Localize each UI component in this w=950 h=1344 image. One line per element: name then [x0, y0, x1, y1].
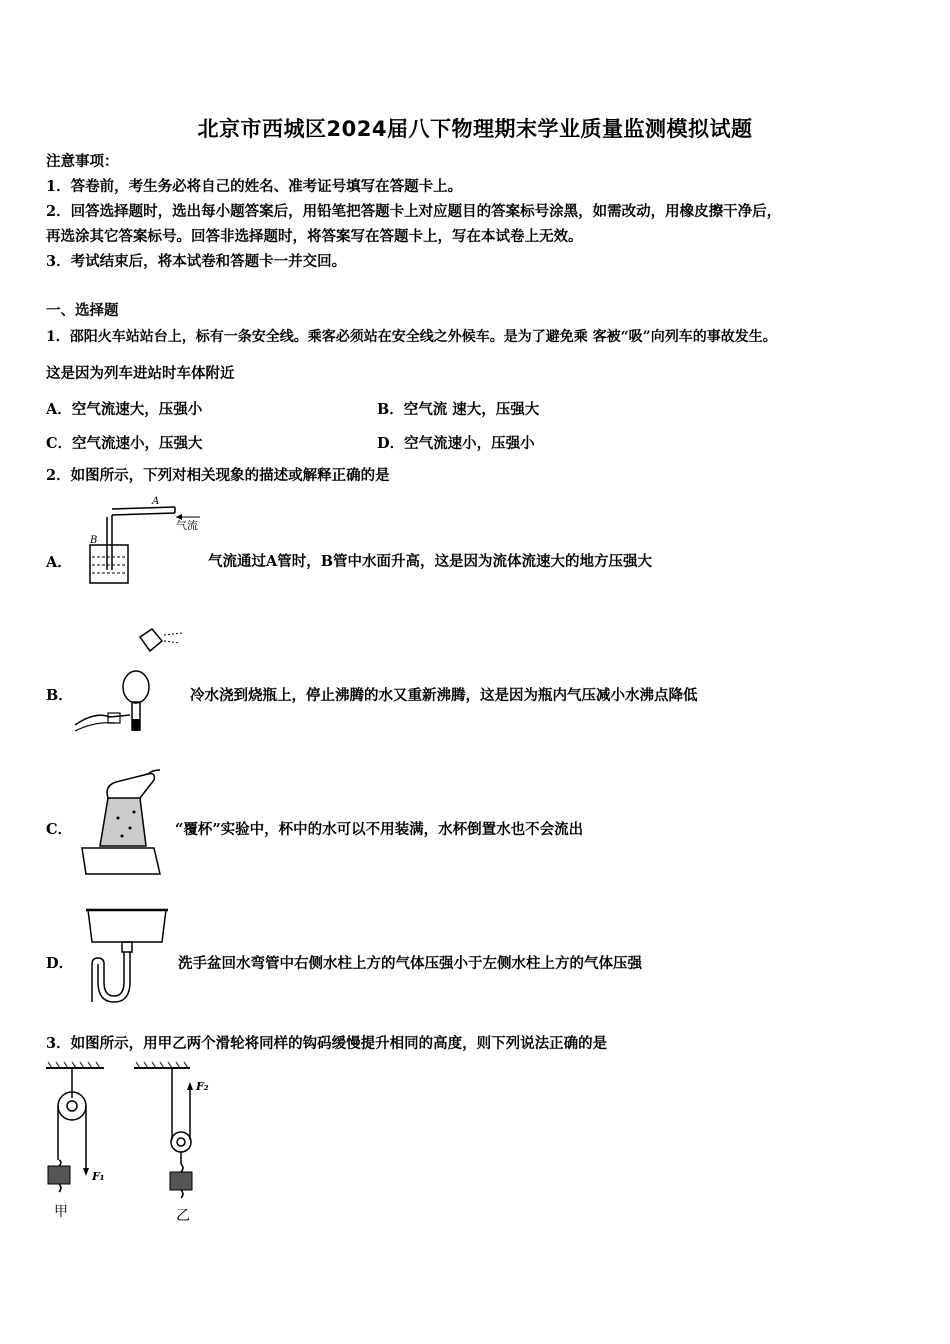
force-f1-label: F₁ — [92, 1170, 105, 1183]
inverted-cup-figure — [78, 768, 168, 880]
section-heading: 一、选择题 — [46, 302, 119, 319]
notice-item-2: 2．回答选择题时，选出每小题答案后，用铅笔把答题卡上对应题目的答案标号涂黑，如需改动，用橡皮擦干净后， — [46, 203, 782, 220]
sink-trap-figure — [78, 902, 173, 1007]
q2-option-c-text: “覆杯”实验中，杯中的水可以不用装满，水杯倒置水也不会流出 — [175, 821, 584, 838]
notice-item-2-cont: 再选涂其它答案标号。回答非选择题时，将答案写在答题卡上，写在本试卷上无效。 — [46, 228, 583, 245]
q3-stem: 3．如图所示，用甲乙两个滑轮将同样的钩码缓慢提升相同的高度，则下列说法正确的是 — [46, 1035, 608, 1052]
force-f2-label: F₂ — [196, 1080, 209, 1093]
q1-option-d: D．空气流速小，压强小 — [377, 435, 535, 452]
venturi-tube-figure — [80, 495, 210, 590]
pulley-label-yi: 乙 — [176, 1208, 190, 1224]
q2-option-a-text: 气流通过A管时，B管中水面升高，这是因为流体流速大的地方压强大 — [208, 553, 653, 570]
figure-label-a: A — [152, 496, 160, 507]
q2-option-d-text: 洗手盆回水弯管中右侧水柱上方的气体压强小于左侧水柱上方的气体压强 — [178, 955, 642, 972]
pulley-label-jia: 甲 — [54, 1204, 68, 1220]
q1-stem-line2: 这是因为列车进站时车体附近 — [46, 365, 235, 382]
q1-option-b: B．空气流 速大，压强大 — [377, 401, 540, 418]
q2-option-c-label: C． — [46, 821, 73, 838]
q2-option-b-label: B． — [46, 687, 73, 704]
q2-option-b-text: 冷水浇到烧瓶上，停止沸腾的水又重新沸腾，这是因为瓶内气压减小水沸点降低 — [190, 687, 698, 704]
figure-label-airflow: 气流 — [176, 519, 198, 532]
q2-option-a-label: A． — [46, 554, 72, 571]
pulley-figure — [40, 1062, 240, 1227]
q2-option-d-label: D． — [46, 955, 74, 972]
figure-label-b: B — [90, 535, 98, 546]
q1-stem-line1: 1．邵阳火车站站台上，标有一条安全线。乘客必须站在安全线之外候车。是为了避免乘 客被“吸”向列车的事故发生。 — [46, 329, 777, 345]
notice-item-3: 3．考试结束后，将本试卷和答题卡一并交回。 — [46, 253, 347, 270]
boiling-flask-figure — [70, 625, 190, 740]
notice-heading: 注意事项： — [46, 153, 119, 170]
q1-option-c: C．空气流速小，压强大 — [46, 435, 203, 452]
page-title: 北京市西城区2024届八下物理期末学业质量监测模拟试题 — [197, 117, 753, 141]
q2-stem: 2．如图所示，下列对相关现象的描述或解释正确的是 — [46, 467, 390, 484]
q1-option-a: A．空气流速大，压强小 — [46, 401, 203, 418]
notice-item-1: 1．答卷前，考生务必将自己的姓名、准考证号填写在答题卡上。 — [46, 178, 463, 195]
